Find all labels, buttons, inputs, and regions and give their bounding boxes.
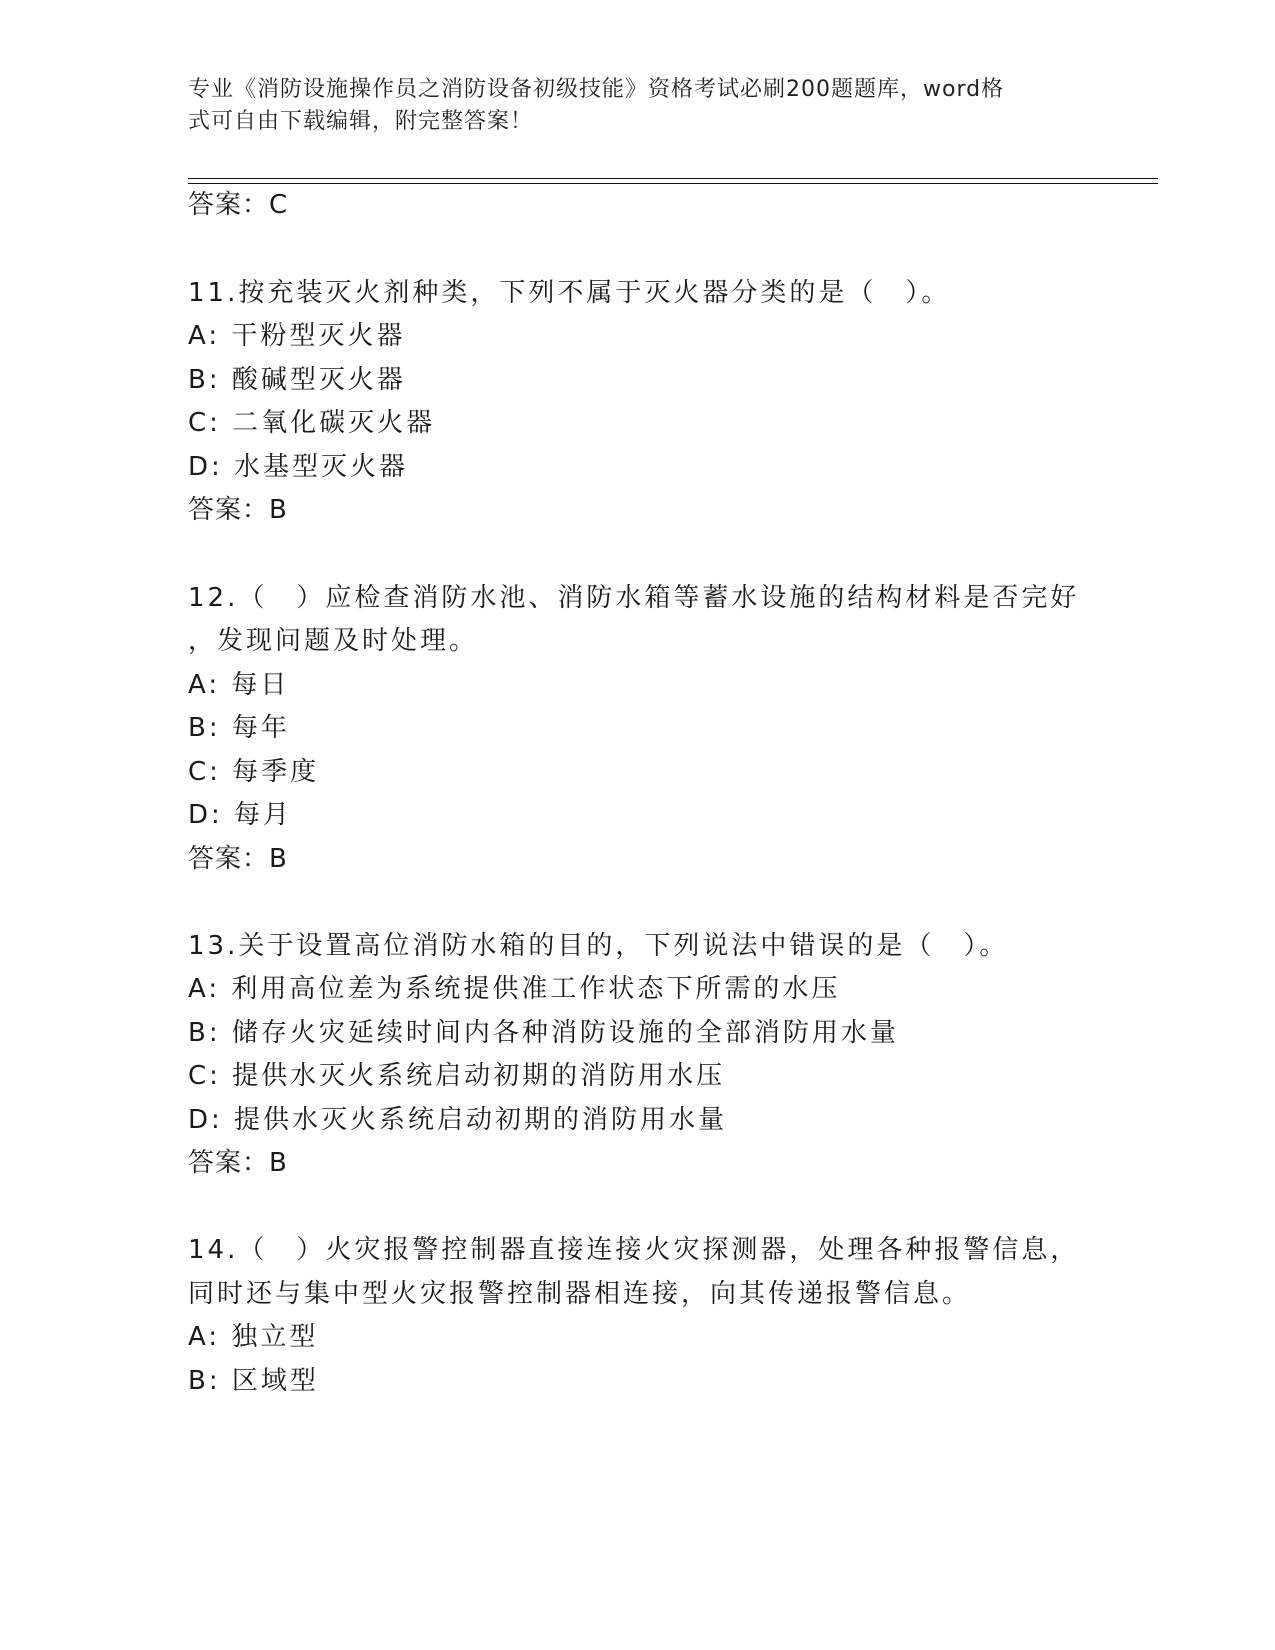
question-13-answer: 答案：B	[188, 1148, 288, 1178]
question-12-answer: 答案：B	[188, 844, 288, 874]
header-line-1: 专业《消防设施操作员之消防设备初级技能》资格考试必刷200题题库，word格	[188, 77, 1005, 102]
question-12-option-d: D: 每月	[188, 800, 293, 830]
header-divider-bottom	[188, 183, 1158, 184]
document-header	[188, 74, 1068, 138]
question-11-option-d: D: 水基型灭火器	[188, 452, 409, 482]
question-11-option-a: A: 干粉型灭火器	[188, 321, 406, 351]
question-14-option-b: B: 区域型	[188, 1366, 319, 1396]
question-13-option-c: C: 提供水灭火系统启动初期的消防用水压	[188, 1061, 726, 1091]
question-12-option-b: B: 每年	[188, 713, 290, 743]
question-13-option-b: B: 储存火灾延续时间内各种消防设施的全部消防用水量	[188, 1018, 899, 1048]
question-12-stem-line-2: ，发现问题及时处理。	[188, 626, 479, 656]
question-13-option-d: D: 提供水灭火系统启动初期的消防用水量	[188, 1105, 728, 1135]
header-line-2: 式可自由下载编辑，附完整答案！	[188, 109, 534, 134]
question-14-stem-line-2: 同时还与集中型火灾报警控制器相连接，向其传递报警信息。	[188, 1279, 972, 1309]
question-14-option-a: A: 独立型	[188, 1322, 319, 1352]
question-11-option-c: C: 二氧化碳灭火器	[188, 408, 436, 438]
header-divider-top	[188, 178, 1158, 179]
question-12-stem-line-1: 12.（ ）应检查消防水池、消防水箱等蓄水设施的结构材料是否完好	[188, 583, 1080, 613]
question-11-option-b: B: 酸碱型灭火器	[188, 365, 406, 395]
question-14-stem-line-1: 14.（ ）火灾报警控制器直接连接火灾探测器，处理各种报警信息，	[188, 1235, 1080, 1265]
question-12-option-c: C: 每季度	[188, 757, 320, 787]
question-11-stem: 11.按充装灭火剂种类，下列不属于灭火器分类的是（ ）。	[188, 278, 951, 308]
prev-answer: 答案：C	[188, 190, 289, 220]
question-11-answer: 答案：B	[188, 495, 288, 525]
question-12-option-a: A: 每日	[188, 670, 290, 700]
question-13-option-a: A: 利用高位差为系统提供准工作状态下所需的水压	[188, 974, 841, 1004]
question-13-stem: 13.关于设置高位消防水箱的目的，下列说法中错误的是（ ）。	[188, 931, 1009, 961]
